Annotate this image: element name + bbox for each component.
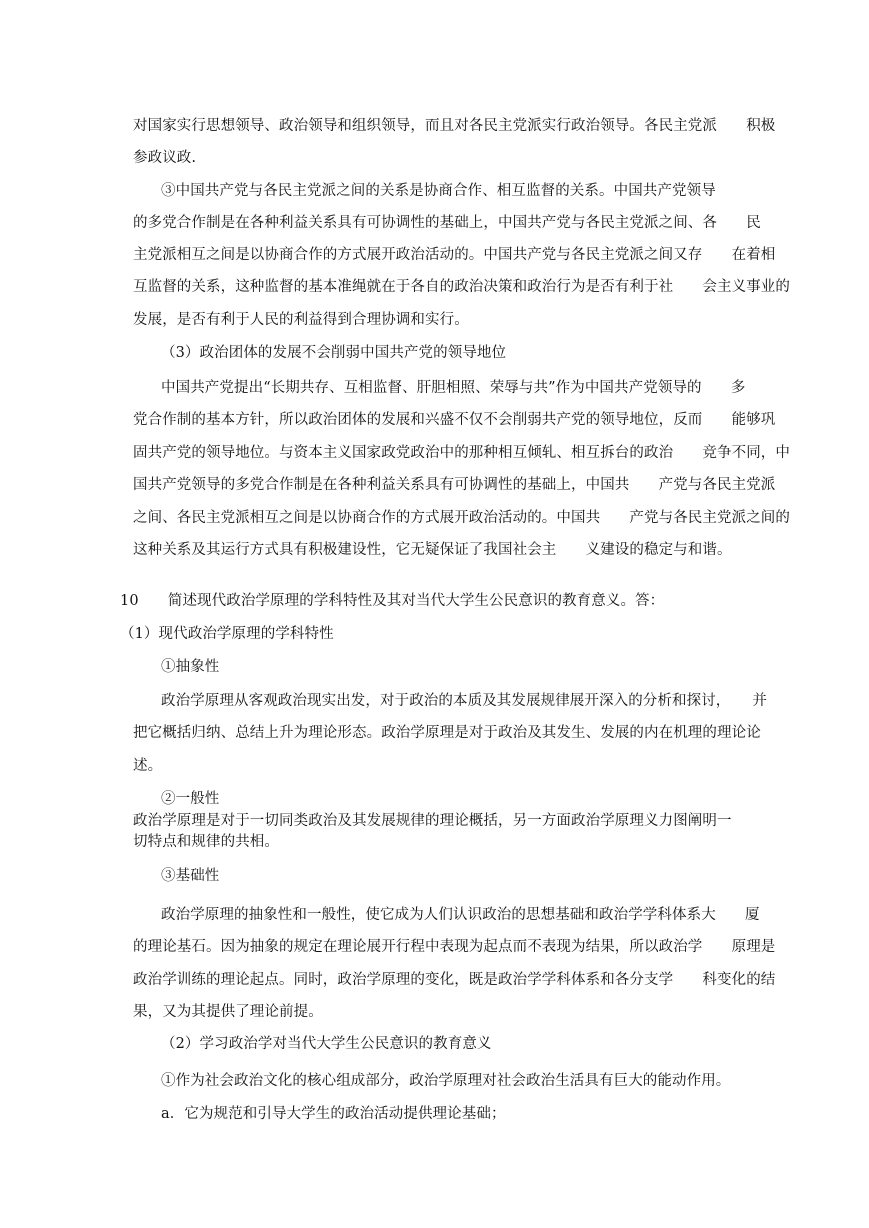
text-line: 的理论基石。因为抽象的规定在理论展开行程中表现为起点而不表现为结果，所以政治学 原理是 [133,939,776,955]
text-line: 国共产党领导的多党合作制是在各种利益关系具有可协调性的基础上，中国共 产党与各民主党派 [133,477,776,493]
text-line: 对国家实行思想领导、政治领导和组织领导，而且对各民主党派实行政治领导。各民主党派 积极 [133,118,776,134]
text-line: 政治学原理是对于一切同类政治及其发展规律的理论概括，另一方面政治学原理义力图阐明一 [133,813,732,829]
text-line: 主党派相互之间是以协商合作的方式展开政治活动的。中国共产党与各民主党派之间又存 在着相 [133,247,776,263]
subheading: ①抽象性 [161,659,220,675]
section-heading: （1）现代政治学原理的学科特性 [120,626,334,642]
text-line: 把它概括归纳、总结上升为理论形态。政治学原理是对于政治及其发生、发展的内在机理的理论论 [133,725,761,741]
text-line: 政治学训练的理论起点。同时，政治学原理的变化，既是政治学学科体系和各分支学 科变化的结 [133,972,776,988]
question-line: 10 简述现代政治学原理的学科特性及其对当代大学生公民意识的教育意义。答： [120,593,665,609]
text-line: 互监督的关系，这种监督的基本准绳就在于各自的政治决策和政治行为是否有利于社 会主义事业的 [133,279,790,295]
text-line: ③中国共产党与各民主党派之间的关系是协商合作、相互监督的关系。中国共产党领导 [161,183,716,199]
section-heading: （3）政治团体的发展不会削弱中国共产党的领导地位 [161,345,507,361]
text-line: 政治学原理从客观政治现实出发，对于政治的本质及其发展规律展开深入的分析和探讨， 并 [161,693,767,709]
text-line: 政治学原理的抽象性和一般性，使它成为人们认识政治的思想基础和政治学学科体系大 厦 [161,907,760,923]
text-line: 果，又为其提供了理论前提。 [133,1004,323,1020]
text-line: 固共产党的领导地位。与资本主义国家政党政治中的那种相互倾轧、相互拆台的政治 竞争不同，中 [133,445,790,461]
text-line: 参政议政. [133,150,197,166]
text-line: ①作为社会政治文化的核心组成部分，政治学原理对社会政治生活具有巨大的能动作用。 [161,1073,731,1089]
text-line: 这种关系及其运行方式具有积极建设性，它无疑保证了我国社会主 义建设的稳定与和谐。 [133,542,732,558]
text-line: a．它为规范和引导大学生的政治活动提供理论基础； [161,1106,506,1122]
section-heading: （2）学习政治学对当代大学生公民意识的教育意义 [161,1036,492,1052]
text-line: 的多党合作制是在各种利益关系具有可协调性的基础上，中国共产党与各民主党派之间、各 民 [133,215,761,231]
text-line: 切特点和规律的共相。 [133,834,279,850]
text-line: 发展，是否有利于人民的利益得到合理协调和实行。 [133,312,469,328]
text-line: 中国共产党提出“长期共存、互相监督、肝胆相照、荣辱与共”作为中国共产党领导的 多 [161,380,746,396]
subheading: ③基础性 [161,868,220,884]
text-line: 之间、各民主党派相互之间是以协商合作的方式展开政治活动的。中国共 产党与各民主党派之间的 [133,510,790,526]
subheading: ②一般性 [161,791,220,807]
text-line: 述。 [133,758,163,774]
text-line: 党合作制的基本方针，所以政治团体的发展和兴盛不仅不会削弱共产党的领导地位，反而 能够巩 [133,412,776,428]
